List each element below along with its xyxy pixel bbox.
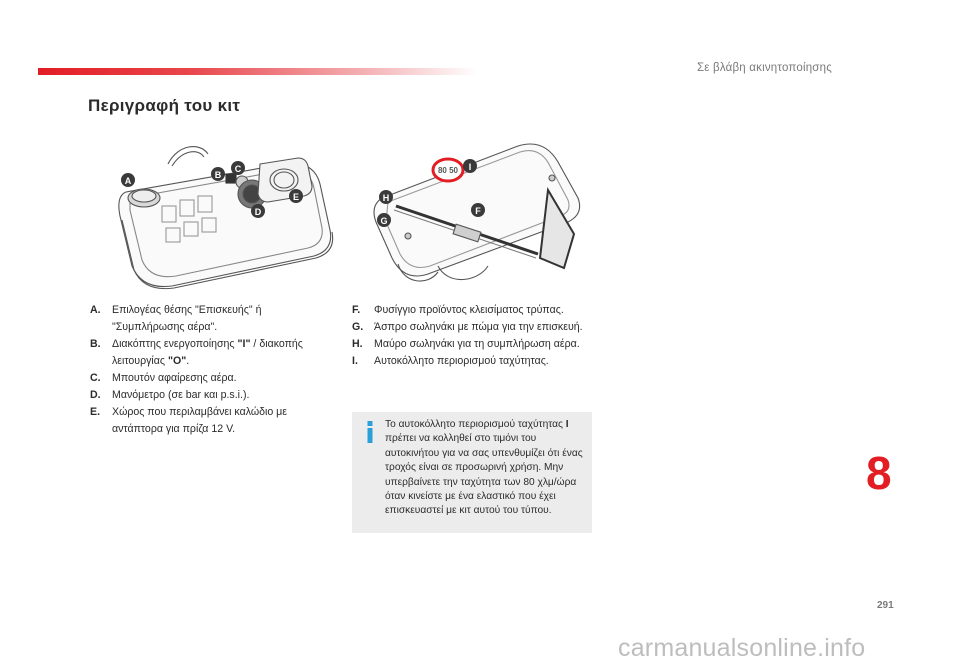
list-item bbox=[90, 302, 330, 336]
list-item bbox=[352, 353, 597, 370]
callout-G bbox=[377, 213, 391, 227]
callout-B bbox=[211, 167, 225, 181]
watermark[interactable]: carmanualsonline.info bbox=[618, 634, 866, 662]
page-title: Περιγραφή του κιτ bbox=[88, 96, 241, 115]
item-description: Αυτοκόλλητο περιορισμού ταχύτητας. bbox=[374, 355, 549, 367]
item-letter: D. bbox=[90, 389, 101, 401]
list-item bbox=[90, 404, 330, 438]
list-item bbox=[90, 336, 330, 370]
callout-D bbox=[251, 204, 265, 218]
svg-text:80 50: 80 50 bbox=[437, 166, 459, 175]
callout-I bbox=[463, 159, 477, 173]
info-icon bbox=[365, 421, 375, 443]
item-letter: A. bbox=[90, 304, 101, 316]
item-letter: G. bbox=[352, 321, 364, 333]
list-item bbox=[352, 319, 597, 336]
svg-text:D: D bbox=[254, 207, 262, 217]
svg-text:C: C bbox=[234, 164, 242, 174]
svg-text:H: H bbox=[382, 193, 390, 203]
svg-text:I: I bbox=[468, 162, 472, 172]
list-item bbox=[90, 370, 330, 387]
chapter-number: 8 bbox=[866, 447, 892, 499]
item-letter: E. bbox=[90, 406, 101, 418]
item-description: Μανόμετρο (σε bar και p.s.i.). bbox=[112, 389, 250, 401]
cartridge-illustration bbox=[368, 138, 583, 288]
item-description: Φυσίγγιο προϊόντος κλεισίματος τρύπας. bbox=[374, 304, 564, 316]
list-item bbox=[352, 336, 597, 353]
item-description: Άσπρο σωληνάκι με πώμα για την επισκευή. bbox=[374, 321, 583, 333]
svg-text:A: A bbox=[124, 176, 132, 186]
item-letter: I. bbox=[352, 355, 358, 367]
item-letter: B. bbox=[90, 338, 101, 350]
callout-C bbox=[231, 161, 245, 175]
page-number: 291 bbox=[877, 600, 894, 611]
item-description: Μαύρο σωληνάκι για τη συμπλήρωση αέρα. bbox=[374, 338, 580, 350]
item-letter: C. bbox=[90, 372, 101, 384]
compressor-illustration bbox=[108, 140, 340, 290]
header-accent-bar bbox=[38, 68, 478, 75]
svg-text:B: B bbox=[214, 170, 222, 180]
speed-sticker bbox=[433, 159, 463, 181]
item-description: Επιλογέας θέσης "Επισκευής" ή "Συμπλήρωσης αέρα". bbox=[112, 304, 262, 333]
component-list-left bbox=[90, 302, 330, 438]
item-letter: H. bbox=[352, 338, 363, 350]
callout-A bbox=[121, 173, 135, 187]
callout-F bbox=[471, 203, 485, 217]
list-item bbox=[352, 302, 597, 319]
callout-E bbox=[289, 189, 303, 203]
component-list-right bbox=[352, 302, 597, 370]
list-item bbox=[90, 387, 330, 404]
item-description: Χώρος που περιλαμβάνει καλώδιο με αντάπτορα για πρίζα 12 V. bbox=[112, 406, 288, 435]
item-description: Μπουτόν αφαίρεσης αέρα. bbox=[112, 372, 237, 384]
info-note-text: Το αυτοκόλλητο περιορισμού ταχύτητας I πρέπει να κολληθεί στο τιμόνι του αυτοκινήτου για να σας υπενθυμίζει ότι ένας τροχός είναι σε προσωρινή χρήση. Μην υπερβαίνετε την ταχύτητα των 80 χλμ/ώρα όταν κινείστε με ένα ελαστικό που έχει επισκευαστεί με κιτ αυτού του τύπου. bbox=[385, 419, 583, 517]
item-letter: F. bbox=[352, 304, 361, 316]
svg-text:F: F bbox=[475, 206, 481, 216]
running-head: Σε βλάβη ακινητοποίησης bbox=[697, 62, 832, 74]
callout-H bbox=[379, 190, 393, 204]
info-note bbox=[352, 412, 592, 533]
item-description: Διακόπτης ενεργοποίησης "I" / διακοπής λειτουργίας "O". bbox=[112, 338, 303, 367]
svg-text:E: E bbox=[292, 192, 300, 202]
svg-text:G: G bbox=[380, 216, 388, 226]
